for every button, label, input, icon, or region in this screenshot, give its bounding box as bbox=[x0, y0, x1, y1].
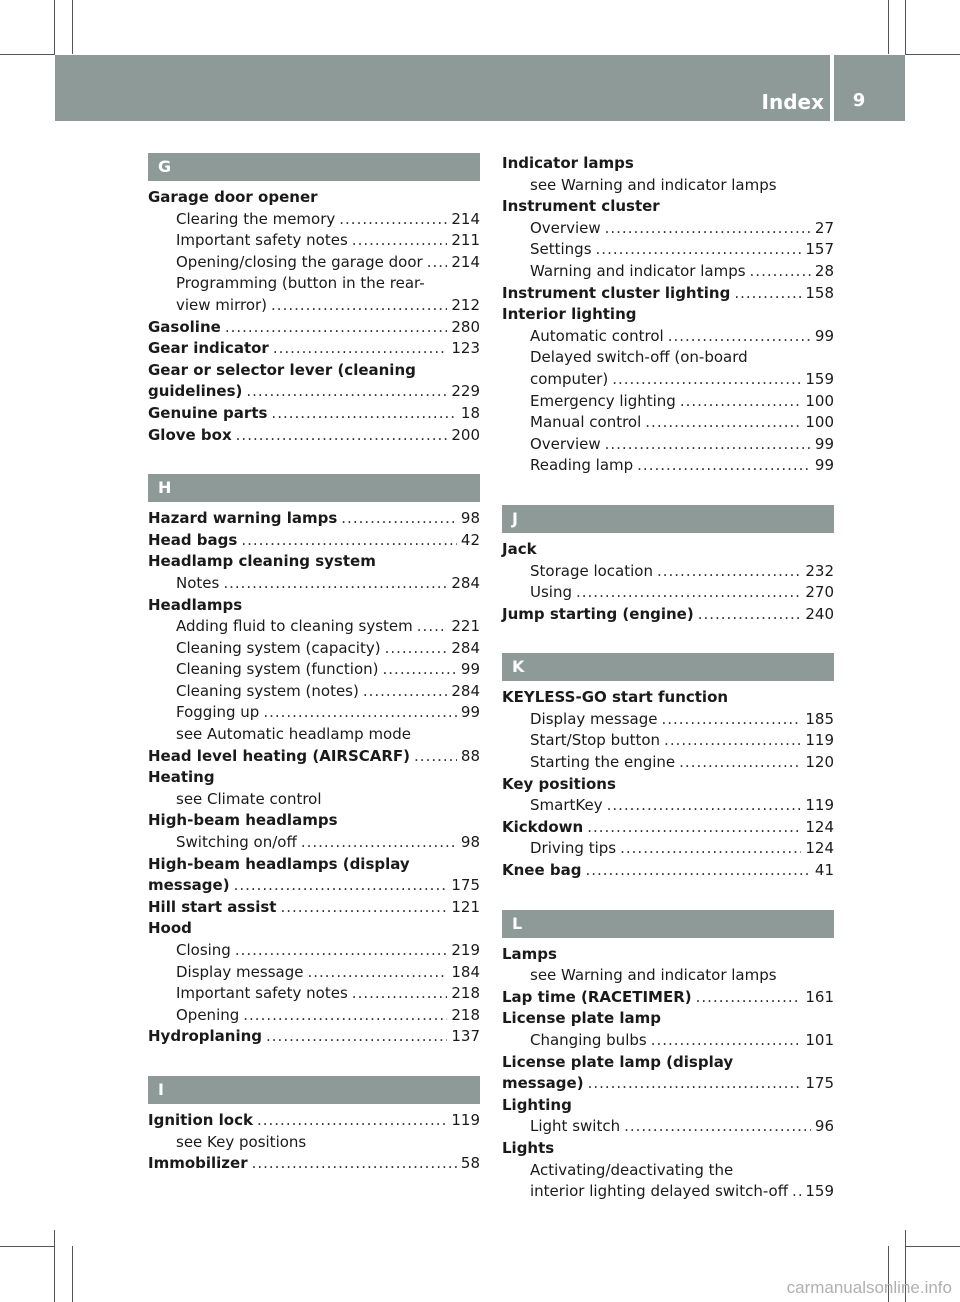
entry-text: Lamps bbox=[502, 944, 557, 963]
index-entry[interactable] bbox=[502, 774, 834, 796]
index-entry[interactable] bbox=[148, 252, 480, 274]
dot-leader bbox=[664, 730, 801, 752]
entry-page-number: 99 bbox=[460, 660, 480, 679]
entry-text: Important safety notes bbox=[176, 231, 348, 250]
section-gap bbox=[502, 625, 834, 653]
entry-page-number: 232 bbox=[805, 561, 834, 580]
entry-text: Reading lamp bbox=[530, 456, 634, 475]
index-entry[interactable] bbox=[148, 810, 480, 832]
entry-page-number: 214 bbox=[451, 209, 480, 228]
index-entry[interactable] bbox=[502, 795, 834, 817]
entry-text: Glove box bbox=[148, 425, 232, 444]
index-entry[interactable] bbox=[148, 918, 480, 940]
entry-text: Indicator lamps bbox=[502, 154, 634, 172]
entry-text: SmartKey bbox=[530, 796, 603, 815]
index-entry[interactable] bbox=[148, 551, 480, 573]
index-entry[interactable] bbox=[148, 1153, 480, 1175]
index-entry[interactable] bbox=[502, 730, 834, 752]
dot-leader bbox=[679, 752, 801, 774]
crop-mark bbox=[72, 1246, 73, 1302]
entry-text: message) bbox=[148, 876, 230, 895]
entry-page-number: 284 bbox=[451, 573, 480, 592]
index-entry[interactable] bbox=[148, 638, 480, 660]
entry-page-number: 58 bbox=[460, 1154, 480, 1173]
dot-leader bbox=[596, 239, 802, 261]
entry-text: Heating bbox=[148, 768, 215, 787]
entry-text: Ignition lock bbox=[148, 1110, 253, 1129]
entry-text: Driving tips bbox=[530, 839, 617, 858]
dot-leader bbox=[352, 983, 448, 1005]
index-entry[interactable] bbox=[502, 582, 834, 604]
index-entry[interactable] bbox=[502, 965, 834, 987]
entry-text: guidelines) bbox=[148, 382, 243, 401]
header-separator bbox=[830, 55, 834, 121]
index-entry[interactable] bbox=[148, 1005, 480, 1027]
dot-leader bbox=[352, 230, 448, 252]
entry-text: Adding fluid to cleaning system bbox=[176, 617, 413, 636]
dot-leader bbox=[587, 817, 801, 839]
crop-mark bbox=[905, 1246, 960, 1247]
index-entry[interactable] bbox=[148, 832, 480, 854]
index-entry[interactable] bbox=[502, 817, 834, 839]
dot-leader bbox=[668, 326, 811, 348]
entry-page-number: 124 bbox=[805, 817, 834, 836]
entry-text: Lights bbox=[502, 1138, 555, 1157]
index-entry[interactable] bbox=[148, 360, 480, 382]
dot-leader bbox=[637, 455, 811, 477]
entry-text: KEYLESS-GO start function bbox=[502, 688, 729, 707]
entry-text: Storage location bbox=[530, 561, 653, 580]
dot-leader bbox=[383, 659, 457, 681]
index-entry[interactable] bbox=[502, 391, 834, 413]
dot-leader bbox=[252, 1153, 457, 1175]
index-entry[interactable] bbox=[502, 1138, 834, 1160]
entry-page-number: 119 bbox=[805, 731, 834, 750]
dot-leader bbox=[661, 709, 801, 731]
entry-text: Activating/deactivating the bbox=[530, 1160, 734, 1179]
entry-text: Overview bbox=[530, 434, 601, 453]
entry-text: Garage door opener bbox=[148, 188, 318, 206]
dot-leader bbox=[271, 295, 447, 317]
dot-leader bbox=[427, 252, 448, 274]
index-entry[interactable] bbox=[148, 746, 480, 768]
index-column-left bbox=[148, 153, 480, 1175]
dot-leader bbox=[280, 897, 447, 919]
entry-page-number: 200 bbox=[451, 425, 480, 444]
dot-leader bbox=[236, 425, 448, 447]
dot-leader bbox=[257, 1110, 447, 1132]
index-entry[interactable] bbox=[148, 530, 480, 552]
entry-text: Starting the engine bbox=[530, 753, 676, 772]
index-entry[interactable] bbox=[502, 1160, 834, 1182]
index-entry[interactable] bbox=[502, 239, 834, 261]
dot-leader bbox=[605, 434, 811, 456]
entry-text: Manual control bbox=[530, 413, 642, 432]
dot-leader bbox=[246, 381, 447, 403]
index-entry[interactable] bbox=[148, 295, 480, 317]
entry-text: Instrument cluster lighting bbox=[502, 283, 731, 302]
index-entry[interactable] bbox=[502, 175, 834, 197]
index-entry[interactable] bbox=[148, 273, 480, 295]
index-entry[interactable] bbox=[148, 897, 480, 919]
section-gap bbox=[148, 446, 480, 474]
index-entry[interactable] bbox=[502, 709, 834, 731]
index-entry[interactable] bbox=[502, 561, 834, 583]
entry-text: Genuine parts bbox=[148, 403, 268, 422]
index-entry[interactable] bbox=[502, 218, 834, 240]
entry-text: Headlamp cleaning system bbox=[148, 552, 376, 571]
index-entry[interactable] bbox=[148, 595, 480, 617]
section-title: Index bbox=[761, 90, 824, 114]
index-entry[interactable] bbox=[502, 283, 834, 305]
index-entry[interactable] bbox=[502, 1030, 834, 1052]
entry-text: Programming (button in the rear- bbox=[176, 274, 425, 293]
index-entry[interactable] bbox=[148, 508, 480, 530]
entry-page-number: 219 bbox=[451, 941, 480, 959]
entry-page-number: 119 bbox=[805, 796, 834, 815]
entry-text: computer) bbox=[530, 369, 609, 388]
dot-leader bbox=[605, 218, 811, 240]
entry-text: Important safety notes bbox=[176, 984, 348, 1003]
dot-leader bbox=[607, 795, 802, 817]
entry-page-number: 211 bbox=[451, 231, 480, 250]
dot-leader bbox=[385, 638, 448, 660]
index-entry[interactable] bbox=[148, 724, 480, 746]
entry-page-number: 100 bbox=[805, 413, 834, 432]
dot-leader bbox=[263, 702, 457, 724]
dot-leader bbox=[271, 403, 456, 425]
entry-text: interior lighting delayed switch-off bbox=[530, 1182, 789, 1201]
entry-text: Jump starting (engine) bbox=[502, 604, 694, 623]
entry-page-number: 184 bbox=[451, 962, 480, 981]
entry-page-number: 98 bbox=[460, 833, 480, 852]
entry-page-number: 159 bbox=[805, 1182, 834, 1201]
entry-text: Lighting bbox=[502, 1095, 572, 1114]
dot-leader bbox=[307, 962, 447, 984]
entry-page-number: 270 bbox=[805, 583, 834, 602]
entry-page-number: 185 bbox=[805, 709, 834, 728]
entry-text: Interior lighting bbox=[502, 305, 637, 324]
dot-leader bbox=[414, 746, 457, 768]
section-gap bbox=[502, 477, 834, 505]
index-entry[interactable] bbox=[502, 838, 834, 860]
index-entry[interactable] bbox=[148, 1110, 480, 1132]
entry-page-number: 101 bbox=[805, 1031, 834, 1049]
entry-text: Cleaning system (function) bbox=[176, 660, 379, 679]
entry-text: message) bbox=[502, 1074, 584, 1093]
entry-text: Instrument cluster bbox=[502, 197, 660, 216]
index-entry[interactable] bbox=[148, 940, 480, 962]
entry-text: Switching on/off bbox=[176, 833, 297, 852]
entry-text: Knee bag bbox=[502, 861, 582, 880]
entry-text: Opening/closing the garage door bbox=[176, 252, 423, 271]
entry-page-number: 124 bbox=[805, 839, 834, 858]
page-number: 9 bbox=[852, 90, 866, 111]
entry-text: Head bags bbox=[148, 530, 238, 549]
crop-mark bbox=[905, 54, 960, 55]
index-entry[interactable] bbox=[148, 187, 480, 209]
entry-page-number: 214 bbox=[451, 252, 480, 271]
entry-page-number: 175 bbox=[805, 1074, 834, 1093]
entry-page-number: 99 bbox=[814, 434, 834, 453]
entry-page-number: 218 bbox=[451, 984, 480, 1003]
entry-page-number: 99 bbox=[460, 703, 480, 722]
entry-text: Immobilizer bbox=[148, 1154, 248, 1173]
entry-page-number: 175 bbox=[451, 876, 480, 895]
index-letter-heading: G bbox=[148, 153, 480, 181]
entry-text: Notes bbox=[176, 573, 220, 592]
dot-leader bbox=[657, 561, 801, 583]
entry-text: Light switch bbox=[530, 1117, 621, 1136]
dot-leader bbox=[235, 940, 448, 962]
dot-leader bbox=[612, 369, 801, 391]
index-entry[interactable] bbox=[148, 1132, 480, 1154]
index-entry[interactable] bbox=[148, 1026, 480, 1048]
dot-leader bbox=[243, 1005, 447, 1027]
entry-page-number: 123 bbox=[451, 339, 480, 358]
dot-leader bbox=[223, 573, 447, 595]
entry-page-number: 99 bbox=[814, 326, 834, 345]
index-entry[interactable] bbox=[502, 261, 834, 283]
dot-leader bbox=[588, 1073, 802, 1095]
index-entry[interactable] bbox=[148, 230, 480, 252]
dot-leader bbox=[792, 1181, 801, 1203]
index-entry[interactable] bbox=[148, 616, 480, 638]
entry-text: Hill start assist bbox=[148, 897, 277, 916]
entry-text: Emergency lighting bbox=[530, 391, 676, 410]
index-entry[interactable] bbox=[148, 875, 480, 897]
dot-leader bbox=[624, 1116, 811, 1138]
entry-text: see Key positions bbox=[176, 1132, 307, 1151]
index-entry[interactable] bbox=[502, 326, 834, 348]
index-entry[interactable] bbox=[502, 1073, 834, 1095]
dot-leader bbox=[266, 1026, 447, 1048]
entry-page-number: 221 bbox=[451, 617, 480, 636]
index-entry[interactable] bbox=[148, 403, 480, 425]
dot-leader bbox=[645, 412, 801, 434]
index-entry[interactable] bbox=[502, 434, 834, 456]
index-entry[interactable] bbox=[502, 687, 834, 709]
dot-leader bbox=[698, 604, 802, 626]
index-entry[interactable] bbox=[502, 1052, 834, 1074]
entry-page-number: 18 bbox=[460, 403, 480, 422]
entry-text: Start/Stop button bbox=[530, 731, 661, 750]
crop-mark bbox=[54, 0, 55, 54]
entry-text: Settings bbox=[530, 240, 592, 259]
section-gap bbox=[148, 1048, 480, 1076]
entry-text: Delayed switch-off (on-board bbox=[530, 348, 748, 367]
entry-text: see Warning and indicator lamps bbox=[530, 175, 777, 194]
entry-page-number: 98 bbox=[460, 509, 480, 528]
entry-text: Display message bbox=[176, 962, 304, 981]
index-entry[interactable] bbox=[502, 944, 834, 966]
dot-leader bbox=[301, 832, 457, 854]
dot-leader bbox=[225, 317, 448, 339]
entry-text: Hazard warning lamps bbox=[148, 509, 338, 528]
dot-leader bbox=[734, 283, 801, 305]
entry-text: Jack bbox=[502, 539, 537, 558]
crop-mark bbox=[0, 1246, 55, 1247]
dot-leader bbox=[234, 875, 448, 897]
entry-page-number: 280 bbox=[451, 317, 480, 336]
index-letter-heading: H bbox=[148, 474, 480, 502]
index-entry[interactable] bbox=[148, 789, 480, 811]
index-entry[interactable] bbox=[148, 767, 480, 789]
index-entry[interactable] bbox=[502, 860, 834, 882]
index-entry[interactable] bbox=[148, 659, 480, 681]
index-entry[interactable] bbox=[502, 539, 834, 561]
index-entry[interactable] bbox=[148, 983, 480, 1005]
index-entry[interactable] bbox=[148, 702, 480, 724]
entry-text: Lap time (RACETIMER) bbox=[502, 987, 692, 1006]
index-entry[interactable] bbox=[502, 987, 834, 1009]
entry-text: Changing bulbs bbox=[530, 1031, 647, 1049]
entry-page-number: 157 bbox=[805, 240, 834, 259]
entry-text: Gear or selector lever (cleaning bbox=[148, 360, 416, 379]
dot-leader bbox=[585, 860, 810, 882]
index-entry[interactable] bbox=[148, 681, 480, 703]
entry-text: License plate lamp bbox=[502, 1009, 661, 1028]
dot-leader bbox=[680, 391, 802, 413]
entry-text: Gear indicator bbox=[148, 339, 269, 358]
entry-page-number: 119 bbox=[451, 1110, 480, 1129]
entry-text: Cleaning system (capacity) bbox=[176, 638, 381, 657]
dot-leader bbox=[696, 987, 802, 1009]
entry-page-number: 27 bbox=[814, 218, 834, 237]
index-column-right bbox=[502, 153, 834, 1203]
entry-text: Gasoline bbox=[148, 317, 221, 336]
entry-page-number: 218 bbox=[451, 1005, 480, 1024]
index-letter-heading: L bbox=[502, 910, 834, 938]
entry-page-number: 212 bbox=[451, 295, 480, 314]
entry-text: Head level heating (AIRSCARF) bbox=[148, 746, 411, 765]
entry-page-number: 240 bbox=[805, 604, 834, 623]
entry-text: see Warning and indicator lamps bbox=[530, 966, 777, 985]
entry-page-number: 159 bbox=[805, 369, 834, 388]
entry-page-number: 137 bbox=[451, 1027, 480, 1046]
index-entry[interactable] bbox=[502, 347, 834, 369]
dot-leader bbox=[241, 530, 457, 552]
index-entry[interactable] bbox=[502, 604, 834, 626]
entry-text: Clearing the memory bbox=[176, 209, 336, 228]
dot-leader bbox=[620, 838, 801, 860]
crop-mark bbox=[888, 0, 889, 54]
entry-text: Display message bbox=[530, 709, 658, 728]
index-letter-heading: I bbox=[148, 1076, 480, 1104]
dot-leader bbox=[750, 261, 811, 283]
index-entry[interactable] bbox=[148, 573, 480, 595]
entry-page-number: 41 bbox=[814, 861, 834, 880]
entry-text: Automatic control bbox=[530, 326, 664, 345]
index-entry[interactable] bbox=[502, 752, 834, 774]
dot-leader bbox=[417, 616, 448, 638]
dot-leader bbox=[576, 582, 801, 604]
entry-text: Using bbox=[530, 583, 572, 602]
dot-leader bbox=[339, 209, 447, 231]
index-letter-heading: K bbox=[502, 653, 834, 681]
entry-text: Hydroplaning bbox=[148, 1027, 263, 1046]
index-letter-heading: J bbox=[502, 505, 834, 533]
entry-text: Cleaning system (notes) bbox=[176, 681, 359, 700]
entry-text: Hood bbox=[148, 919, 192, 938]
index-entry[interactable] bbox=[502, 1008, 834, 1030]
index-entry[interactable] bbox=[502, 153, 834, 175]
index-entry[interactable] bbox=[502, 369, 834, 391]
index-entry[interactable] bbox=[148, 338, 480, 360]
entry-text: Opening bbox=[176, 1005, 240, 1024]
section-gap bbox=[502, 882, 834, 910]
index-entry[interactable] bbox=[502, 1116, 834, 1138]
index-entry[interactable] bbox=[148, 381, 480, 403]
entry-page-number: 229 bbox=[451, 382, 480, 401]
entry-text: Overview bbox=[530, 218, 601, 237]
index-entry[interactable] bbox=[502, 1095, 834, 1117]
entry-text: Warning and indicator lamps bbox=[530, 261, 746, 280]
entry-text: Key positions bbox=[502, 774, 616, 793]
dot-leader bbox=[273, 338, 448, 360]
entry-page-number: 284 bbox=[451, 681, 480, 700]
crop-mark bbox=[54, 1230, 55, 1302]
entry-page-number: 42 bbox=[460, 530, 480, 549]
index-entry[interactable] bbox=[502, 1181, 834, 1203]
entry-text: Kickdown bbox=[502, 817, 584, 836]
index-entry[interactable] bbox=[148, 209, 480, 231]
crop-mark bbox=[905, 0, 906, 54]
index-entry[interactable] bbox=[148, 317, 480, 339]
crop-mark bbox=[0, 54, 55, 55]
index-entry[interactable] bbox=[148, 962, 480, 984]
index-entry[interactable] bbox=[148, 425, 480, 447]
crop-mark bbox=[72, 0, 73, 54]
entry-page-number: 100 bbox=[805, 391, 834, 410]
index-entry[interactable] bbox=[502, 412, 834, 434]
dot-leader bbox=[341, 508, 457, 530]
dot-leader bbox=[363, 681, 448, 703]
watermark: carmanualsonline.info bbox=[786, 1278, 952, 1297]
entry-text: Fogging up bbox=[176, 703, 260, 722]
entry-text: see Automatic headlamp mode bbox=[176, 725, 411, 744]
index-entry[interactable] bbox=[502, 196, 834, 218]
dot-leader bbox=[651, 1030, 802, 1052]
entry-text: High-beam headlamps bbox=[148, 811, 338, 830]
entry-page-number: 158 bbox=[805, 283, 834, 302]
entry-page-number: 120 bbox=[805, 753, 834, 772]
entry-text: Headlamps bbox=[148, 595, 243, 614]
entry-page-number: 88 bbox=[460, 746, 480, 765]
entry-page-number: 28 bbox=[814, 261, 834, 280]
index-entry[interactable] bbox=[148, 854, 480, 876]
entry-text: Closing bbox=[176, 941, 231, 959]
entry-page-number: 284 bbox=[451, 638, 480, 657]
entry-text: see Climate control bbox=[176, 789, 322, 808]
entry-page-number: 121 bbox=[451, 897, 480, 916]
entry-page-number: 161 bbox=[805, 987, 834, 1006]
entry-page-number: 99 bbox=[814, 456, 834, 475]
index-entry[interactable] bbox=[502, 304, 834, 326]
entry-text: License plate lamp (display bbox=[502, 1052, 734, 1071]
index-entry[interactable] bbox=[502, 455, 834, 477]
entry-text: view mirror) bbox=[176, 295, 268, 314]
entry-text: High-beam headlamps (display bbox=[148, 854, 410, 873]
entry-page-number: 96 bbox=[814, 1117, 834, 1136]
